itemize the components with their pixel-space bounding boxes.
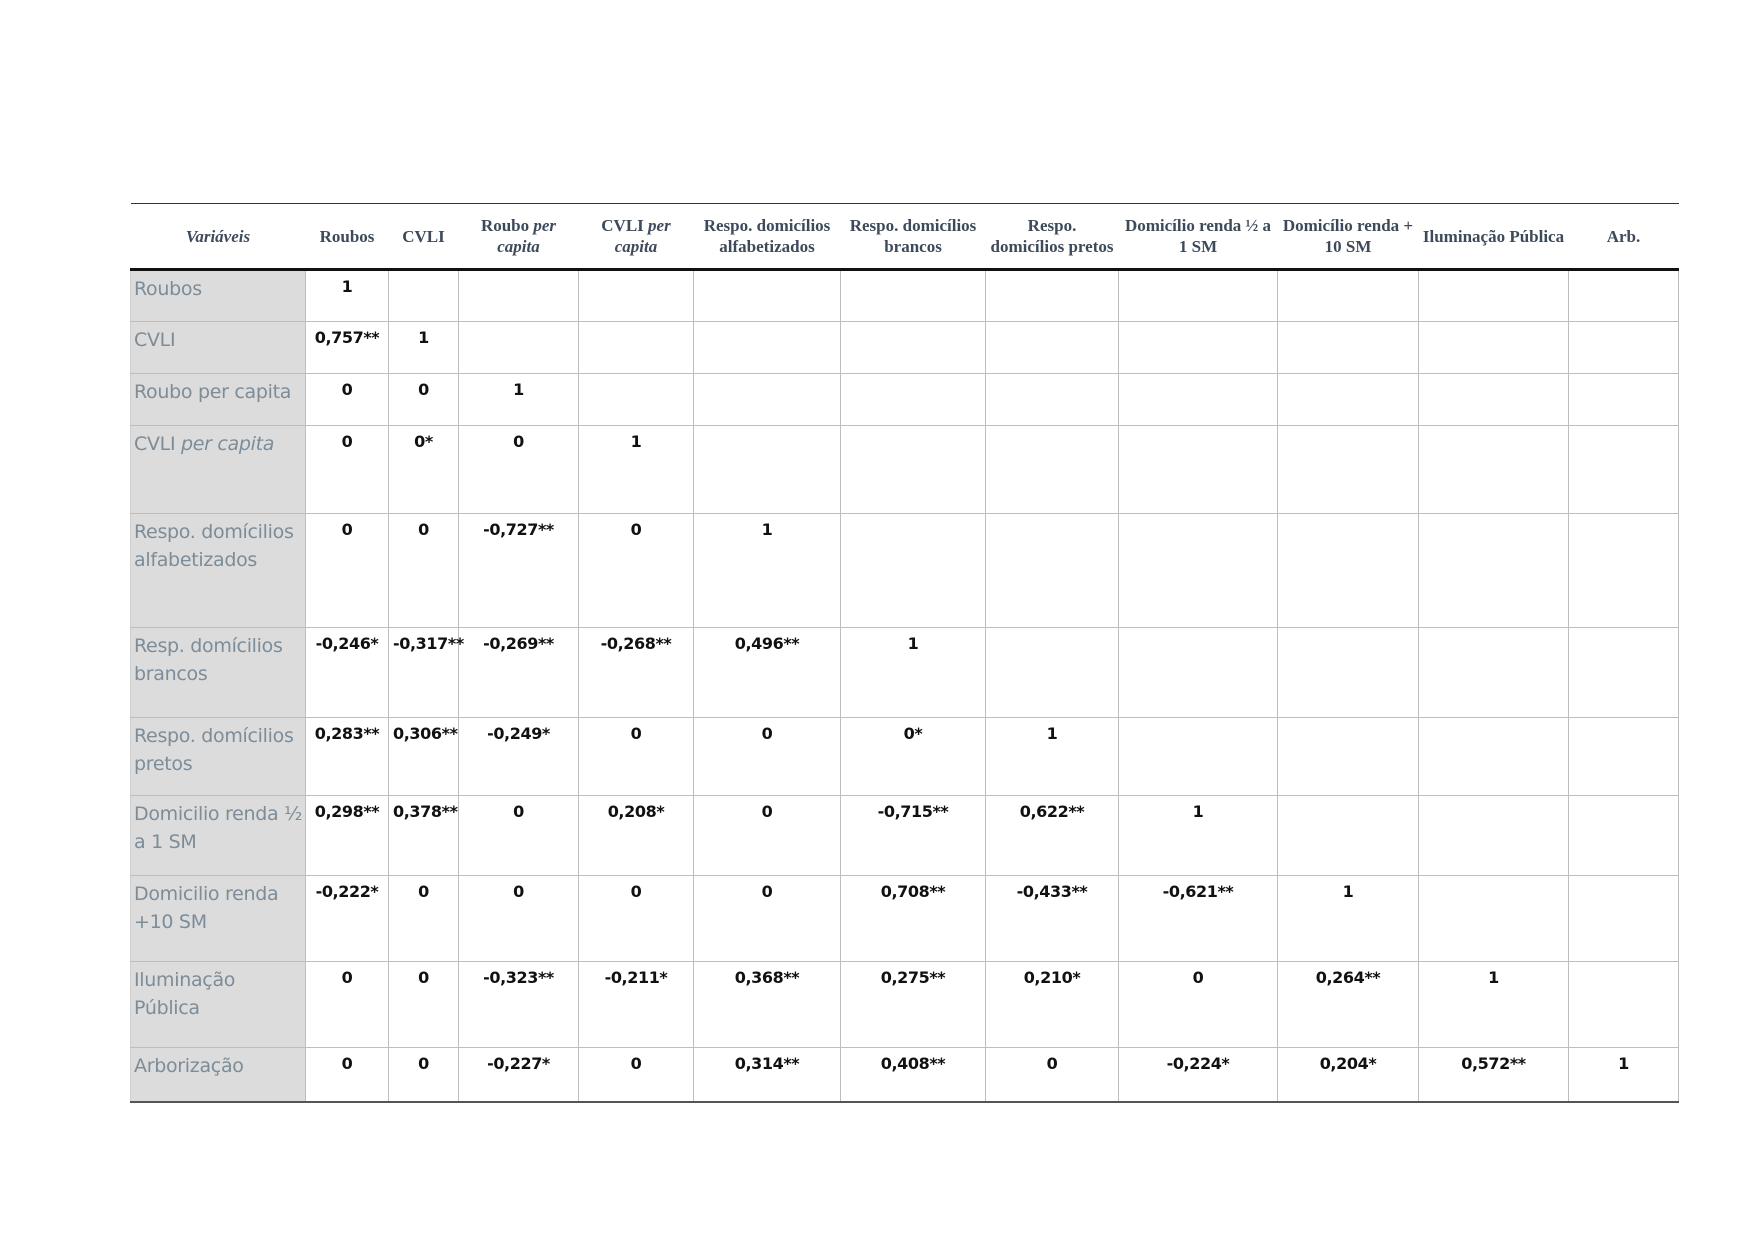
- text-part: Iluminação Pública: [1422, 226, 1565, 246]
- table-cell: [986, 426, 1119, 514]
- table-row: [131, 718, 1679, 796]
- column-header: [1569, 204, 1679, 270]
- table-cell: [1119, 322, 1278, 374]
- table-cell: [579, 270, 694, 322]
- table-cell: [1419, 426, 1569, 514]
- row-label: [131, 374, 306, 426]
- text-part: per capita: [497, 216, 557, 256]
- column-header: [389, 204, 459, 270]
- table-cell: [1278, 322, 1419, 374]
- table-cell: [579, 322, 694, 374]
- table-cell: 1: [986, 718, 1119, 796]
- text-part: per capita: [614, 216, 671, 256]
- table-row: [131, 1048, 1679, 1102]
- table-cell: 0,314**: [694, 1048, 841, 1102]
- table-cell: 0: [579, 876, 694, 962]
- table-cell: -0,317**: [389, 628, 459, 718]
- row-label: [131, 1048, 306, 1102]
- table-cell: 1: [1278, 876, 1419, 962]
- table-cell: 0: [459, 876, 579, 962]
- text-part: Arb.: [1606, 226, 1641, 246]
- text-part: CVLI: [402, 226, 445, 246]
- column-header: [306, 204, 389, 270]
- table-cell: [694, 322, 841, 374]
- table-cell: 0,298**: [306, 796, 389, 876]
- table-cell: [1119, 426, 1278, 514]
- table-cell: 0: [579, 514, 694, 628]
- table-cell: [1278, 796, 1419, 876]
- table-cell: 1: [579, 426, 694, 514]
- text-part: per capita: [181, 433, 275, 455]
- table-cell: [1278, 628, 1419, 718]
- text-part: CVLI: [601, 216, 649, 235]
- table-cell: 0,496**: [694, 628, 841, 718]
- table-cell: -0,268**: [579, 628, 694, 718]
- row-label: [131, 628, 306, 718]
- table-row: [131, 322, 1679, 374]
- text-part: Respo. domicílios brancos: [849, 216, 977, 256]
- table-cell: 1: [306, 270, 389, 322]
- row-label: [131, 796, 306, 876]
- row-label: [131, 514, 306, 628]
- table-cell: [841, 322, 986, 374]
- table-cell: 0: [694, 718, 841, 796]
- table-cell: 1: [1119, 796, 1278, 876]
- table-cell: [694, 270, 841, 322]
- table-cell: 0,306**: [389, 718, 459, 796]
- table-cell: 0: [694, 796, 841, 876]
- table-cell: 1: [1419, 962, 1569, 1048]
- table-cell: [1278, 514, 1419, 628]
- table-cell: 0: [389, 374, 459, 426]
- text-part: Resp. domícilios brancos: [134, 635, 283, 685]
- text-part: Respo. domicílios pretos: [990, 216, 1114, 256]
- text-part: Arborização: [134, 1055, 244, 1077]
- table-cell: 0: [389, 876, 459, 962]
- table-cell: 0,378**: [389, 796, 459, 876]
- table-cell: 1: [1569, 1048, 1679, 1102]
- row-label: [131, 718, 306, 796]
- table-cell: [986, 628, 1119, 718]
- table-body: [131, 270, 1679, 1102]
- row-label: [131, 876, 306, 962]
- column-header: [579, 204, 694, 270]
- table-cell: [1569, 796, 1679, 876]
- table-cell: [1278, 270, 1419, 322]
- table-cell: -0,715**: [841, 796, 986, 876]
- text-part: Domicílio renda ½ a 1 SM: [1124, 216, 1272, 256]
- table-cell: -0,727**: [459, 514, 579, 628]
- table-cell: 0,283**: [306, 718, 389, 796]
- table-cell: 1: [694, 514, 841, 628]
- row-label: [131, 962, 306, 1048]
- text-part: Roubos: [319, 226, 375, 246]
- table-cell: 0*: [389, 426, 459, 514]
- table-cell: [459, 322, 579, 374]
- row-label: [131, 426, 306, 514]
- table-cell: [841, 270, 986, 322]
- table-cell: [1278, 426, 1419, 514]
- table-cell: [1569, 628, 1679, 718]
- table-cell: [1278, 374, 1419, 426]
- table-cell: 0,708**: [841, 876, 986, 962]
- table-row: [131, 426, 1679, 514]
- table-row: [131, 876, 1679, 962]
- row-label: [131, 270, 306, 322]
- table-cell: [1119, 718, 1278, 796]
- table-cell: [986, 322, 1119, 374]
- text-part: Domicilio renda ½ a 1 SM: [134, 803, 303, 853]
- header-row: [131, 204, 1679, 270]
- text-part: Roubo: [480, 216, 534, 235]
- table-cell: 0: [986, 1048, 1119, 1102]
- table-row: [131, 628, 1679, 718]
- column-header: [841, 204, 986, 270]
- table-cell: -0,621**: [1119, 876, 1278, 962]
- table-cell: 0: [579, 718, 694, 796]
- table-cell: [694, 374, 841, 426]
- table-cell: 0,264**: [1278, 962, 1419, 1048]
- table-cell: -0,227*: [459, 1048, 579, 1102]
- table-cell: [459, 270, 579, 322]
- table-cell: [1419, 718, 1569, 796]
- table-cell: [579, 374, 694, 426]
- table-cell: -0,246*: [306, 628, 389, 718]
- table-cell: 0: [459, 426, 579, 514]
- table-cell: 0,757**: [306, 322, 389, 374]
- table-cell: [694, 426, 841, 514]
- table-cell: 1: [389, 322, 459, 374]
- table-cell: [1119, 374, 1278, 426]
- column-header: [1419, 204, 1569, 270]
- table-cell: 0,208*: [579, 796, 694, 876]
- column-header: [459, 204, 579, 270]
- table-cell: 1: [841, 628, 986, 718]
- table-cell: [1419, 374, 1569, 426]
- column-header: [694, 204, 841, 270]
- table-cell: [1119, 628, 1278, 718]
- table-cell: [986, 514, 1119, 628]
- table-cell: [1419, 628, 1569, 718]
- table-cell: [1569, 876, 1679, 962]
- table-cell: 0,204*: [1278, 1048, 1419, 1102]
- table-row: [131, 374, 1679, 426]
- table-cell: [1569, 374, 1679, 426]
- table-cell: [1419, 270, 1569, 322]
- table-cell: [1419, 876, 1569, 962]
- row-label: [131, 322, 306, 374]
- table-cell: -0,433**: [986, 876, 1119, 962]
- table-cell: [389, 270, 459, 322]
- table-cell: [841, 426, 986, 514]
- table-cell: -0,269**: [459, 628, 579, 718]
- table-cell: -0,224*: [1119, 1048, 1278, 1102]
- table-cell: [986, 374, 1119, 426]
- table-cell: [1278, 718, 1419, 796]
- table-cell: 0: [306, 962, 389, 1048]
- table-cell: [1569, 270, 1679, 322]
- table-cell: 0,622**: [986, 796, 1119, 876]
- table-cell: [1569, 514, 1679, 628]
- table-cell: 0: [389, 962, 459, 1048]
- table-cell: [841, 374, 986, 426]
- text-part: Iluminação Pública: [134, 969, 236, 1019]
- table-row: [131, 962, 1679, 1048]
- table-cell: [1419, 796, 1569, 876]
- table-cell: 1: [459, 374, 579, 426]
- column-header: [1119, 204, 1278, 270]
- text-part: Domicílio renda + 10 SM: [1282, 216, 1414, 256]
- table-cell: 0: [389, 1048, 459, 1102]
- text-part: Variáveis: [185, 226, 251, 246]
- table-cell: -0,249*: [459, 718, 579, 796]
- table-cell: 0: [1119, 962, 1278, 1048]
- correlation-table: [130, 203, 1679, 1103]
- table-cell: 0: [459, 796, 579, 876]
- column-header: [1278, 204, 1419, 270]
- table-cell: [986, 270, 1119, 322]
- table-cell: 0,368**: [694, 962, 841, 1048]
- text-part: Respo. domícilios alfabetizados: [134, 521, 294, 571]
- table-cell: [1569, 718, 1679, 796]
- table-cell: [1419, 322, 1569, 374]
- table-cell: 0: [306, 374, 389, 426]
- column-header-variables: [131, 204, 306, 270]
- table-cell: 0: [389, 514, 459, 628]
- table-cell: [1569, 426, 1679, 514]
- table-cell: -0,323**: [459, 962, 579, 1048]
- table-cell: [1119, 514, 1278, 628]
- table-row: [131, 270, 1679, 322]
- text-part: Respo. domicílios alfabetizados: [703, 216, 831, 256]
- text-part: Respo. domícilios pretos: [134, 725, 294, 775]
- text-part: Roubo per capita: [134, 381, 292, 403]
- text-part: Roubos: [134, 278, 202, 300]
- table-cell: 0: [306, 426, 389, 514]
- table-cell: [1419, 514, 1569, 628]
- table-cell: 0,210*: [986, 962, 1119, 1048]
- table-cell: 0: [694, 876, 841, 962]
- table-cell: 0: [306, 1048, 389, 1102]
- table-row: [131, 796, 1679, 876]
- text-part: CVLI: [134, 329, 176, 351]
- column-header: [986, 204, 1119, 270]
- table-row: [131, 514, 1679, 628]
- table-cell: 0,572**: [1419, 1048, 1569, 1102]
- table-cell: 0: [579, 1048, 694, 1102]
- text-part: CVLI: [134, 433, 181, 455]
- table-cell: [1569, 962, 1679, 1048]
- table-cell: 0: [306, 514, 389, 628]
- table-cell: 0,275**: [841, 962, 986, 1048]
- table-cell: [1119, 270, 1278, 322]
- table-cell: 0*: [841, 718, 986, 796]
- text-part: Domicilio renda +10 SM: [134, 883, 279, 933]
- table-cell: -0,211*: [579, 962, 694, 1048]
- table-cell: 0,408**: [841, 1048, 986, 1102]
- table-cell: [1569, 322, 1679, 374]
- table-cell: -0,222*: [306, 876, 389, 962]
- table-cell: [841, 514, 986, 628]
